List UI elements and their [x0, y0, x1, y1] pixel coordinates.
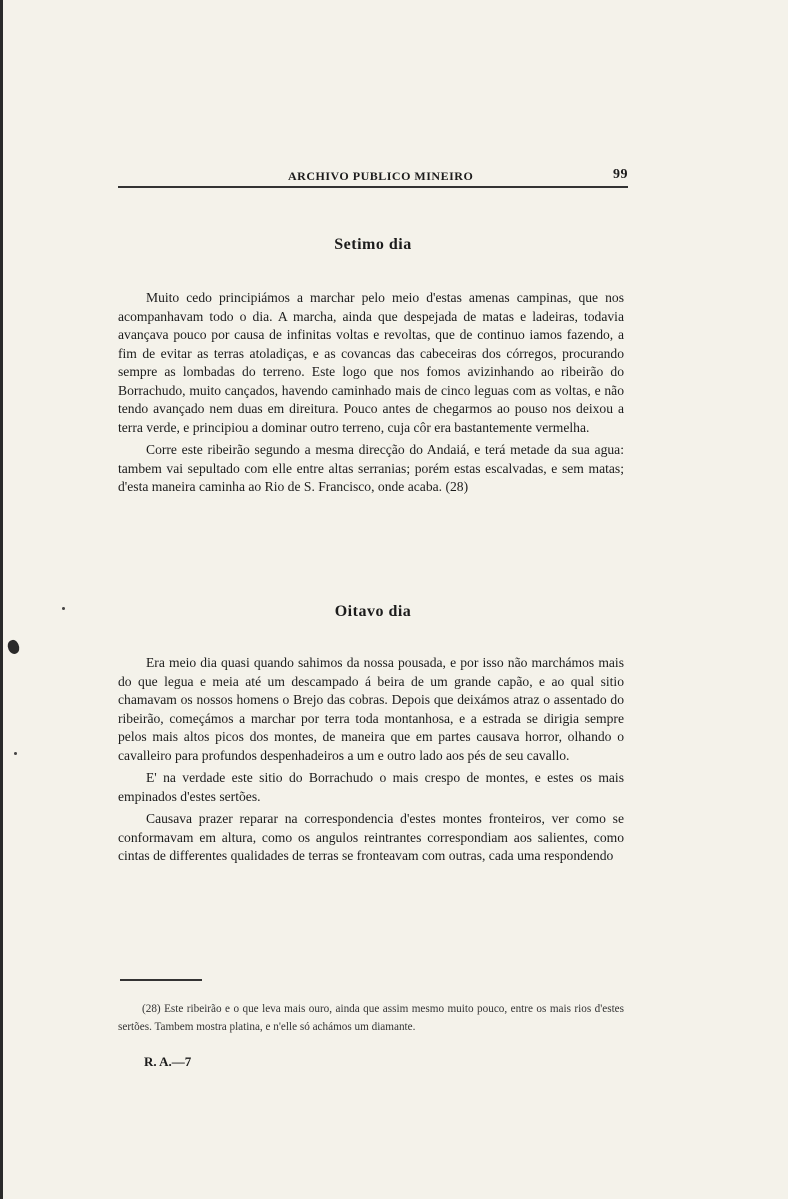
page-edge [0, 0, 3, 1199]
paragraph: Muito cedo principiámos a marchar pelo meio d'estas amenas campinas, que nos acompanhavam todo o dia. A marcha, ainda que despejada de matas e ladeiras, todavia avançava pouco por causa de infinitas voltas e revoltas, que de continuo iamos fazendo, a fim de evitar as terras atoladiças, e as covancas das cabeceiras dos córregos, procurando sempre as lombadas do terreno. Este logo que nos fomos avizinhando ao ribeirão do Borrachudo, muito cançados, havendo caminhado mais de cinco leguas com as voltas, e não tendo avançado nem duas em direitura. Pouco antes de chegarmos ao pouso nos deixou a terra verde, e principiou a dominar outro terreno, cuja côr era bastantemente vermelha. [118, 290, 624, 435]
paragraph: E' na verdade este sitio do Borrachudo o mais crespo de montes, e estes os mais empinados d'estes sertões. [118, 770, 624, 804]
section-body-setimo-dia [118, 289, 624, 497]
ink-blot [6, 638, 22, 655]
paragraph: Corre este ribeirão segundo a mesma direcção do Andaiá, e terá metade da sua agua: tambem vai sepultado com elle entre altas serranias; porém estas escalvadas, e sem matas; d'esta maneira caminha ao Rio de S. Francisco, onde acaba. (28) [118, 442, 624, 494]
speck [62, 607, 65, 610]
paragraph: Era meio dia quasi quando sahimos da nossa pousada, e por isso não marchámos mais do que legua e meia até um descampado á beira de um grande capão, e ao qual sitio chamavam os nossos homens o Brejo das cobras. Depois que deixámos atraz o assentado do ribeirão, começámos a marchar por terra toda montanhosa, e a estrada se dirigia sempre pelos mais altos picos dos montes, de maneira que em partes causava horror, olhando o cavalleiro para profundos despenhadeiros a um e outro lado aos pés de seu cavallo. [118, 655, 624, 763]
section-body-oitavo-dia [118, 654, 624, 866]
section-title-setimo-dia: Setimo dia [334, 236, 412, 253]
running-title: ARCHIVO PUBLICO MINEIRO [288, 169, 474, 183]
paragraph: Causava prazer reparar na correspondencia d'estes montes fronteiros, ver como se conformavam em altura, como os angulos reintrantes correspondiam aos salientes, como cintas de differentes qualidades de terras se fronteavam com outras, cada uma respondendo [118, 811, 624, 863]
header-rule [118, 186, 628, 188]
section-title-oitavo-dia: Oitavo dia [334, 603, 412, 620]
page-number: 99 [613, 167, 628, 182]
footnote: (28) Este ribeirão e o que leva mais ouro, ainda que assim mesmo muito pouco, entre os mais rios d'estes sertões. Tambem mostra platina, e n'elle só achámos um diamante. [118, 1003, 624, 1033]
speck [14, 752, 17, 755]
signature-mark: R. A.—7 [144, 1054, 192, 1069]
footnote-rule [120, 979, 202, 981]
